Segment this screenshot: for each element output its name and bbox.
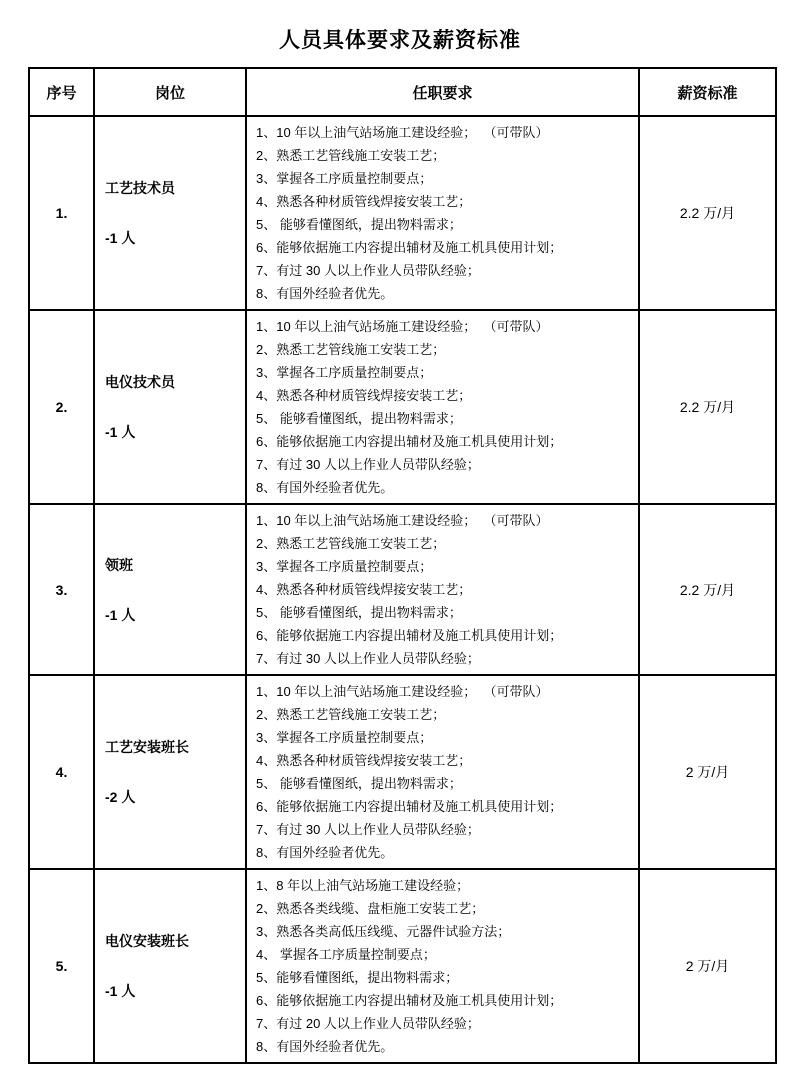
requirement-line: 4、熟悉各种材质管线焊接安装工艺； (256, 388, 472, 403)
requirement-line: 4、熟悉各种材质管线焊接安装工艺； (256, 582, 472, 597)
salary-cell: 2.2 万/月 (639, 116, 776, 310)
requirement-line: 2、熟悉工艺管线施工安装工艺； (256, 536, 446, 551)
position-headcount: -1 人 (105, 424, 136, 440)
serial-cell: 2. (29, 310, 94, 504)
requirements-cell (246, 504, 639, 675)
position-cell (94, 504, 246, 675)
requirement-line: 6、能够依据施工内容提出辅材及施工机具使用计划； (256, 240, 563, 255)
position-headcount: -1 人 (105, 606, 136, 623)
requirement-line: 5、 能够看懂图纸，提出物料需求； (256, 217, 462, 232)
requirement-line: 7、有过 30 人以上作业人员带队经验； (256, 263, 480, 278)
requirement-line: 7、有过 30 人以上作业人员带队经验； (256, 822, 480, 837)
requirement-line: 5、 能够看懂图纸，提出物料需求； (256, 411, 462, 426)
requirement-line: 2、熟悉各类线缆、盘柜施工安装工艺； (256, 901, 485, 916)
table-row (29, 869, 776, 1063)
position-headcount: -1 人 (105, 983, 136, 999)
position-cell (94, 116, 246, 310)
table-row (29, 116, 776, 310)
requirement-line: 4、熟悉各种材质管线焊接安装工艺； (256, 194, 472, 209)
requirement-line: 7、有过 30 人以上作业人员带队经验； (256, 651, 480, 666)
requirement-line: 1、10 年以上油气站场施工建设经验； （可带队） (256, 319, 549, 334)
position-headcount: -1 人 (105, 230, 136, 246)
salary-cell: 2.2 万/月 (639, 310, 776, 504)
page-title: 人员具体要求及薪资标准 (279, 29, 521, 52)
requirements-cell (246, 675, 639, 869)
serial-cell: 5. (29, 869, 94, 1063)
position-name: 电仪安装班长 (105, 933, 189, 949)
serial-cell: 4. (29, 675, 94, 869)
requirements-cell (246, 869, 639, 1063)
requirement-line: 8、有国外经验者优先。 (256, 1039, 394, 1054)
requirement-line: 6、能够依据施工内容提出辅材及施工机具使用计划； (256, 434, 563, 449)
position-name: 工艺技术员 (105, 180, 175, 196)
table-row (29, 310, 776, 504)
requirement-line: 5、能够看懂图纸，提出物料需求； (256, 970, 459, 985)
position-cell (94, 675, 246, 869)
header-requirements: 任职要求 (246, 68, 639, 116)
requirement-line: 3、熟悉各类高低压线缆、元器件试验方法； (256, 924, 511, 939)
requirement-line: 6、能够依据施工内容提出辅材及施工机具使用计划； (256, 628, 563, 643)
table-row (29, 504, 776, 675)
table-row (29, 675, 776, 869)
position-cell (94, 869, 246, 1063)
requirement-line: 1、10 年以上油气站场施工建设经验； （可带队） (256, 513, 549, 528)
header-row (29, 68, 776, 116)
requirement-line: 1、10 年以上油气站场施工建设经验； （可带队） (256, 684, 549, 699)
position-name: 电仪技术员 (105, 374, 175, 390)
requirements-table (28, 67, 777, 1064)
salary-cell: 2.2 万/月 (639, 504, 776, 675)
requirement-line: 4、熟悉各种材质管线焊接安装工艺； (256, 753, 472, 768)
position-headcount: -2 人 (105, 789, 136, 805)
header-serial: 序号 (29, 68, 94, 116)
requirements-cell (246, 310, 639, 504)
requirement-line: 2、熟悉工艺管线施工安装工艺； (256, 342, 446, 357)
requirement-line: 1、10 年以上油气站场施工建设经验； （可带队） (256, 125, 549, 140)
requirement-line: 6、能够依据施工内容提出辅材及施工机具使用计划； (256, 799, 563, 814)
header-position: 岗位 (94, 68, 246, 116)
requirement-line: 8、有国外经验者优先。 (256, 286, 394, 301)
requirement-line: 7、有过 30 人以上作业人员带队经验； (256, 457, 480, 472)
requirement-line: 1、8 年以上油气站场施工建设经验； (256, 878, 470, 893)
requirement-line: 6、能够依据施工内容提出辅材及施工机具使用计划； (256, 993, 563, 1008)
requirement-line: 3、掌握各工序质量控制要点； (256, 365, 433, 380)
requirement-line: 5、 能够看懂图纸，提出物料需求； (256, 605, 462, 620)
position-name: 领班 (105, 556, 133, 573)
salary-cell: 2 万/月 (639, 675, 776, 869)
header-salary: 薪资标准 (639, 68, 776, 116)
serial-cell: 1. (29, 116, 94, 310)
requirement-line: 3、掌握各工序质量控制要点； (256, 559, 433, 574)
requirement-line: 8、有国外经验者优先。 (256, 845, 394, 860)
requirement-line: 7、有过 20 人以上作业人员带队经验； (256, 1016, 480, 1031)
table-body (29, 116, 776, 1063)
requirement-line: 2、熟悉工艺管线施工安装工艺； (256, 148, 446, 163)
position-name: 工艺安装班长 (105, 739, 189, 755)
requirement-line: 3、掌握各工序质量控制要点； (256, 730, 433, 745)
requirement-line: 4、 掌握各工序质量控制要点； (256, 947, 436, 962)
requirements-cell (246, 116, 639, 310)
serial-cell: 3. (29, 504, 94, 675)
requirement-line: 3、掌握各工序质量控制要点； (256, 171, 433, 186)
salary-cell: 2 万/月 (639, 869, 776, 1063)
position-cell (94, 310, 246, 504)
requirement-line: 5、 能够看懂图纸，提出物料需求； (256, 776, 462, 791)
requirement-line: 2、熟悉工艺管线施工安装工艺； (256, 707, 446, 722)
requirement-line: 8、有国外经验者优先。 (256, 480, 394, 495)
